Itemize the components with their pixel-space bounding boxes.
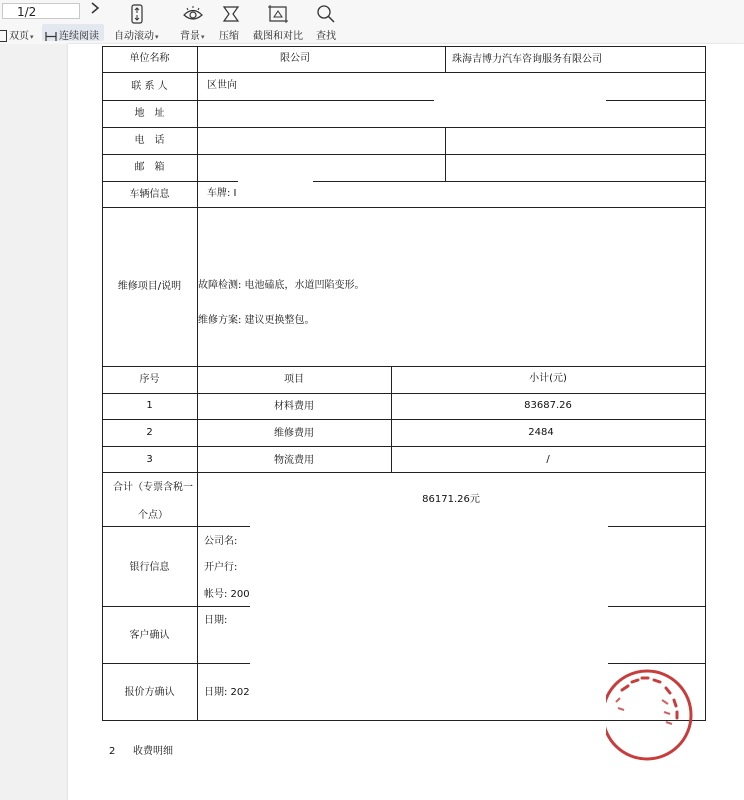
unit-name-label: 单位名称 — [129, 53, 170, 64]
unit-name-value-left: 限公司 — [280, 53, 310, 64]
next-page-button[interactable] — [90, 2, 100, 18]
unit-name-value-right: 珠海吉博力汽车咨询服务有限公司 — [452, 54, 602, 65]
eye-icon — [182, 5, 204, 23]
search-icon — [316, 4, 336, 24]
continuous-read-label: 连续阅读 — [59, 31, 99, 42]
section-title: 收费明细 — [133, 746, 173, 757]
quoter-confirm-label: 报价方确认 — [124, 687, 175, 698]
double-page-label: 双页 — [9, 31, 29, 42]
redaction-block — [238, 181, 313, 207]
find-label: 查找 — [316, 31, 336, 42]
bank-company: 公司名: — [204, 536, 238, 547]
continuous-read-button[interactable] — [45, 27, 99, 42]
row-1-subtotal: 83687.26 — [524, 400, 572, 411]
customer-date: 日期: — [204, 615, 228, 626]
compress-label: 压缩 — [219, 31, 239, 42]
continuous-read-icon — [45, 31, 57, 42]
quoter-date: 日期: 202 — [204, 687, 250, 698]
phone-label: 电 话 — [134, 135, 165, 146]
header-item: 项目 — [284, 374, 304, 385]
auto-scroll-icon — [128, 4, 146, 24]
row-2-item: 维修费用 — [274, 428, 314, 439]
row-2-no: 2 — [146, 427, 153, 438]
auto-scroll-label: 自动滚动 — [114, 31, 154, 42]
double-page-button[interactable]: 双页▾ — [0, 27, 34, 42]
row-3-subtotal: / — [546, 454, 550, 465]
double-page-icon — [0, 30, 7, 42]
find-button[interactable] — [316, 27, 336, 42]
page-number-input[interactable]: 1/2 — [2, 3, 80, 19]
company-seal-stamp — [592, 660, 702, 770]
repair-label: 维修项目/说明 — [117, 281, 182, 292]
total-label-line2: 个点） — [138, 510, 168, 521]
total-label-line1: 合计（专票含税一 — [113, 482, 193, 493]
vehicle-value: 车牌: I — [207, 188, 237, 199]
header-subtotal: 小计(元) — [529, 373, 567, 384]
vehicle-label: 车辆信息 — [129, 189, 170, 200]
viewer-toolbar — [0, 0, 744, 44]
background-button[interactable]: 背景▾ — [180, 31, 205, 42]
row-1-item: 材料费用 — [274, 401, 314, 412]
row-2-subtotal: 2484 — [528, 427, 554, 438]
customer-confirm-label: 客户确认 — [129, 630, 170, 641]
redaction-block — [434, 73, 606, 126]
screenshot-compare-icon — [267, 4, 289, 24]
row-3-no: 3 — [146, 454, 153, 465]
bank-label: 银行信息 — [129, 562, 170, 573]
header-no: 序号 — [139, 374, 160, 385]
auto-scroll-button[interactable]: 自动滚动▾ — [114, 31, 159, 42]
screenshot-compare-button[interactable] — [253, 27, 303, 42]
address-label: 地 址 — [134, 108, 165, 119]
row-3-item: 物流费用 — [274, 455, 314, 466]
row-1-no: 1 — [146, 400, 153, 411]
plan-text: 维修方案: 建议更换整包。 — [198, 315, 315, 326]
compress-button[interactable] — [219, 27, 239, 42]
background-label: 背景 — [180, 31, 200, 42]
contact-value: 区世向 — [207, 80, 237, 91]
email-label: 邮 箱 — [134, 162, 165, 173]
chevron-right-icon — [90, 2, 100, 14]
section-number: 2 — [109, 746, 116, 757]
bank-branch: 开户行: — [204, 562, 238, 573]
contact-label: 联 系 人 — [131, 81, 168, 92]
total-value: 86171.26元 — [422, 494, 480, 505]
redaction-block — [206, 47, 278, 71]
compress-icon — [221, 5, 241, 23]
screenshot-compare-label: 截图和对比 — [253, 31, 303, 42]
fault-text: 故障检测: 电池磕底，水道凹陷变形。 — [198, 280, 365, 291]
bank-account: 帐号: 200 — [204, 589, 250, 600]
redaction-block — [250, 520, 608, 720]
